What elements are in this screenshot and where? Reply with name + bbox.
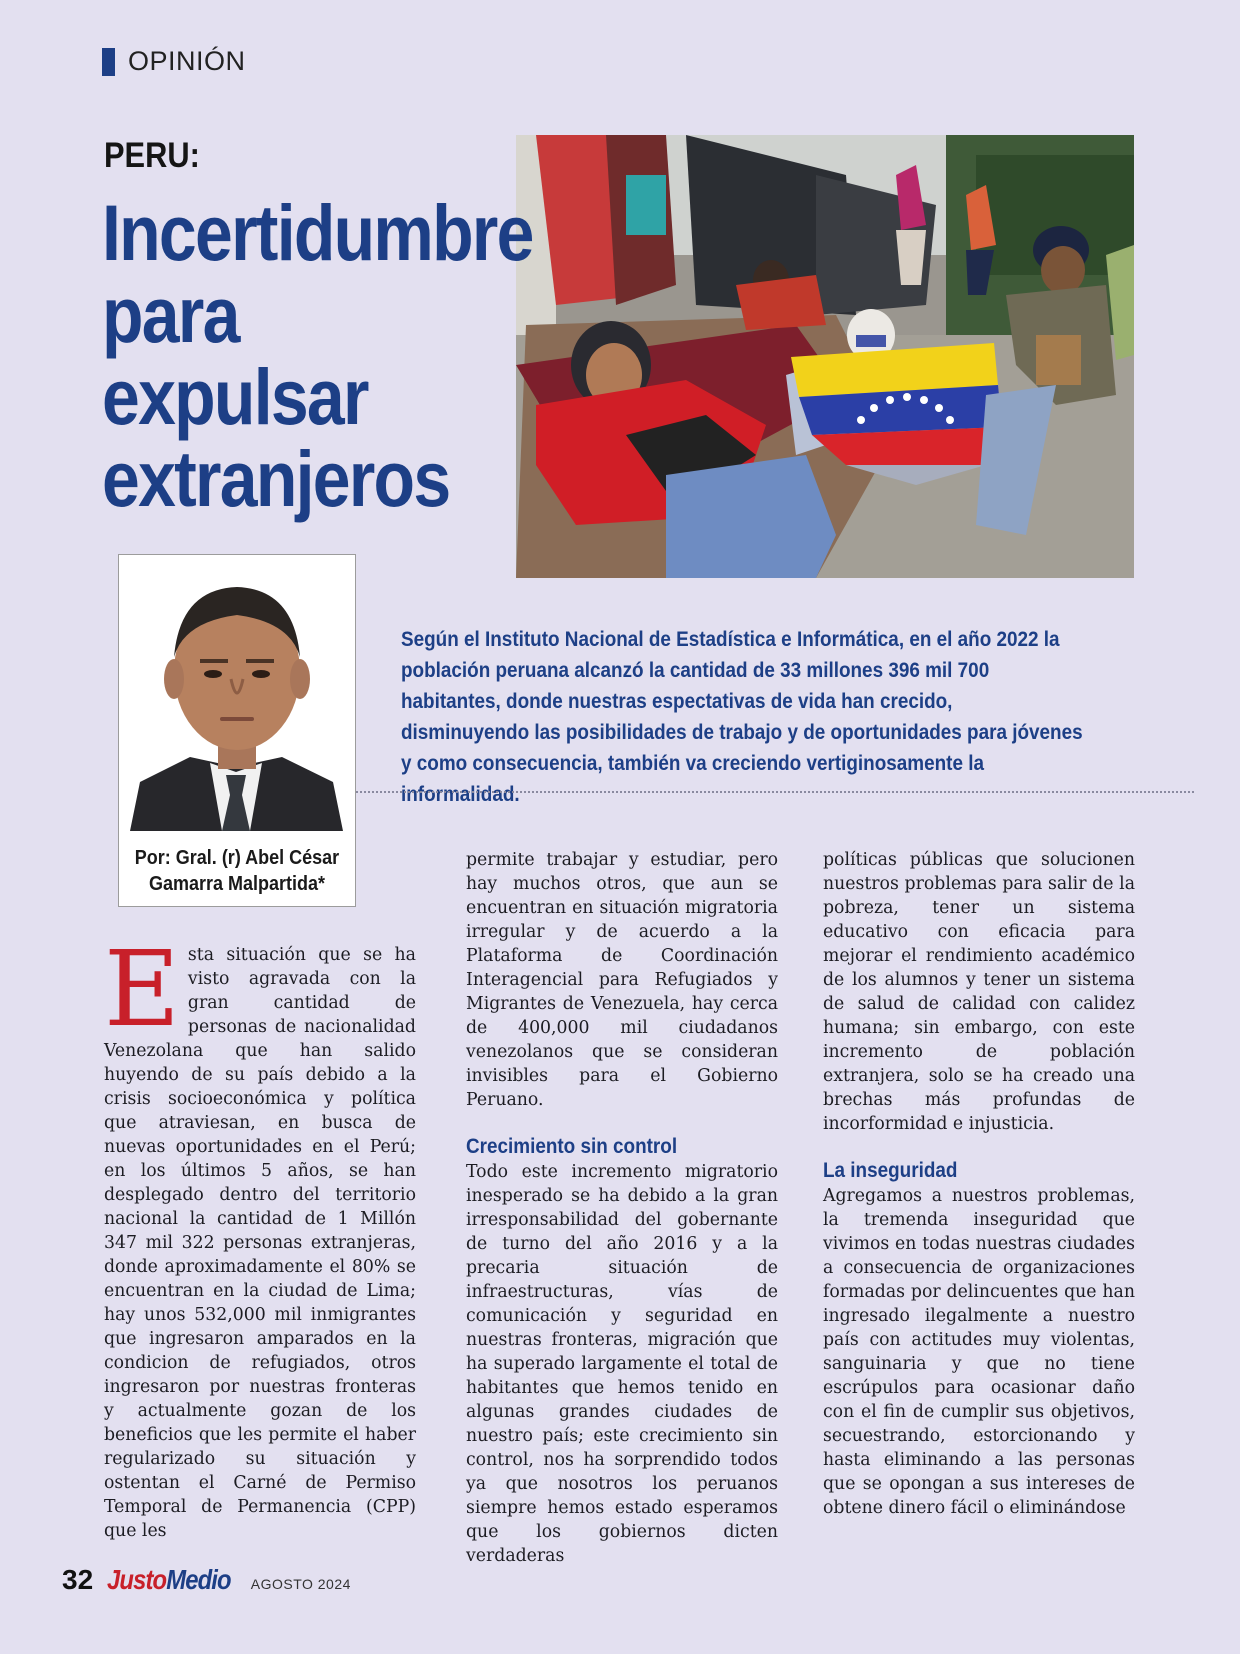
author-box [118,554,356,907]
article-headline [102,188,603,523]
magazine-logo [107,1564,231,1596]
body-column-2 [466,848,778,1568]
hero-photo-migrants-with-flag [516,135,1134,578]
issue-date: AGOSTO 2024 [250,1576,351,1592]
headline-line: para [102,270,239,359]
author-byline-line: Gamarra Malpartida* [148,873,326,895]
body-paragraph: permite trabajar y estudiar, pero hay muchos otros, que aun se encuentran en situación migratoria irregular y de acuerdo a la Plataforma de Coordinación Interagencial para Refugiados y Migrantes de Venezuela, hay cerca de 400,000 mil ciudadanos venezolanos que se consideran invisibles para el Gobierno Peruano. [466,850,778,1110]
article-kicker: PERU: [104,136,200,175]
subheading-crecimiento: Crecimiento sin control [466,1135,678,1158]
section-marker [102,48,115,76]
logo-part-medio: Medio [166,1564,231,1595]
section-tag [102,46,246,77]
body-column-1 [104,928,416,1543]
lead-paragraph [401,624,1085,810]
headline-line: Incertidumbre [102,188,533,277]
subheading-inseguridad: La inseguridad [823,1159,958,1182]
logo-part-justo: Justo [107,1564,167,1595]
section-label: OPINIÓN [128,46,246,76]
body-paragraph: Todo este incremento migratorio inesperado se ha debido a la gran irresponsabilidad del gobernante de turno del año 2016 y a la precaria situación de infraestructuras, vías de comunicación y seguridad en nuestras fronteras, migración que ha superado largamente el total de habitantes que hemos tenido en algunas grandes ciudades de nuestro país; este crecimiento sin control, nos ha sorprendido todos ya que nosotros los peruanos siempre hemos estado esperamos que los gobiernos dicten verdaderas [466,1162,778,1566]
lead-text: Según el Instituto Nacional de Estadística e Informática, en el año 2022 la población peruana alcanzó la cantidad de 33 millones 396 mil 700 habitantes, donde nuestras espectativas de vida han crecido, disminuyendo las posibilidades de trabajo y de oportunidades para jóvenes y como consecuencia, también va creciendo vertiginosamente la informalidad. [401,628,1083,806]
author-byline-line: Por: Gral. (r) Abel César [134,847,340,869]
dotted-divider [356,791,1194,793]
body-paragraph: Agregamos a nuestros problemas, la tremenda inseguridad que vivimos en todas nuestras ciudades a consecuencia de organizaciones formadas por delincuentes que han ingresado ilegalmente a nuestro país con actitudes muy violentas, sanguinaria y que no tiene escrúpulos para ocasionar daño con el fin de cumplir sus objetivos, secuestrando, estorcionando y hasta eliminando a las personas que se opongan a sus intereses de obtene dinero fácil o eliminándose [823,1186,1135,1518]
headline-line: expulsar [102,352,368,441]
drop-cap: E [104,928,180,1050]
author-portrait [130,567,343,831]
body-paragraph: políticas públicas que solucionen nuestros problemas para salir de la pobreza, tener un sistema educativo con eficacia para mejorar el rendimiento académico de los alumnos y tener un sistema de salud de calidad con calidez humana; sin embargo, con este incremento de población extranjera, solo se ha creado una brechas más profundas de incorformidad e injusticia. [823,850,1135,1134]
body-column-3 [823,848,1135,1520]
page-footer [62,1564,351,1596]
body-paragraph: sta situación que se ha visto agravada con la gran cantidad de personas de nacionalidad Venezolana que han salido huyendo de su país debido a la crisis socioeconómica y política que atraviesan, en busca de nuevas oportunidades en el Perú; en los últimos 5 años, se han desplegado dentro del territorio nacional la cantidad de 1 Millón 347 mil 322 personas extranjeras, donde aproximadamente el 80% se encuentran en la ciudad de Lima; hay unos 532,000 mil inmigrantes que ingresaron amparados en la condicion de refugiados, otros ingresaron por nuestras fronteras y actualmente gozan de los beneficios que les permite el haber regularizado su situación y ostentan el Carné de Permiso Temporal de Permanencia (CPP) que les [104,945,416,1541]
page-number: 32 [62,1564,94,1595]
author-byline [131,845,343,897]
headline-line: extranjeros [102,434,450,523]
